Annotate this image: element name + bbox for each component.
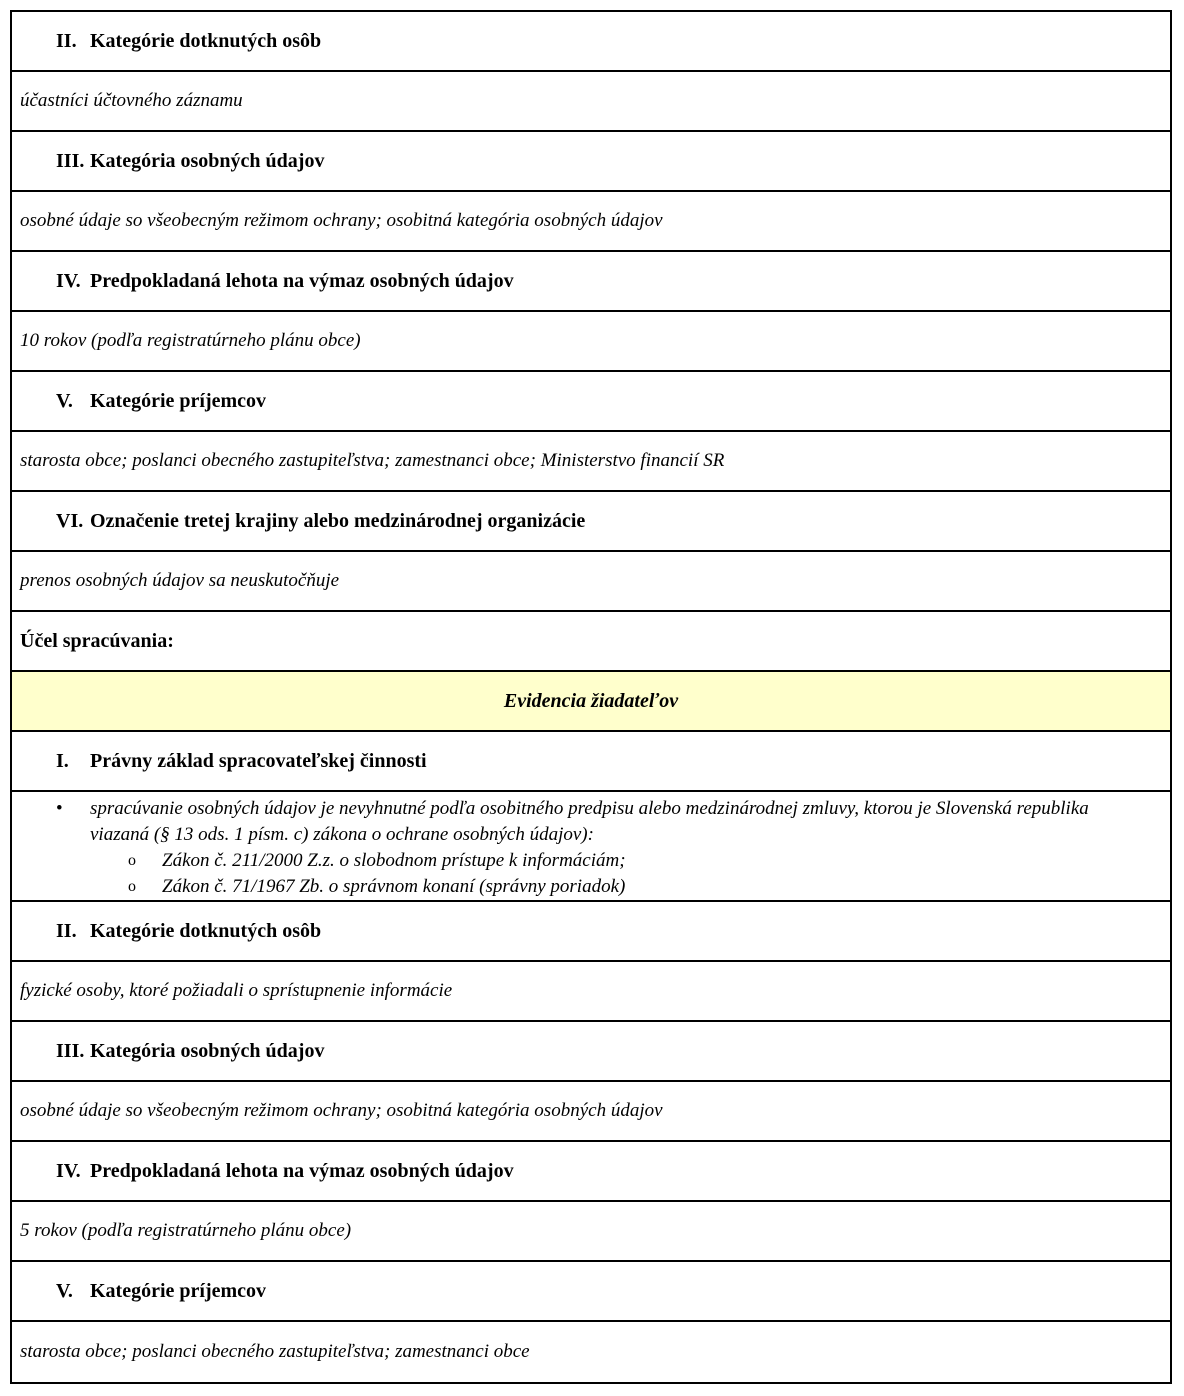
section-heading-data-category [12,132,1170,192]
section-value: účastníci účtovného záznamu [12,72,1170,132]
section-heading-third-country [12,492,1170,552]
section-value: 10 rokov (podľa registratúrneho plánu obce) [12,312,1170,372]
section-number: II. [56,919,77,942]
section-number: VI. [56,509,84,532]
section-number: III. [56,149,85,172]
section-title: Kategórie príjemcov [90,389,267,412]
processing-record-table [10,10,1172,1384]
section-title: Kategória osobných údajov [90,1039,325,1062]
section-heading-data-category [12,1022,1170,1082]
section-heading-recipients [12,1262,1170,1322]
list-item-text: spracúvanie osobných údajov je nevyhnutné podľa osobitného predpisu alebo medzinárodnej zmluvy, ktorou je Slovenská republika viazaná (§ 13 ods. 1 písm. c) zákona o ochrane osobných údajov): [90,798,1089,845]
section-heading-retention [12,1142,1170,1202]
section-value: osobné údaje so všeobecným režimom ochrany; osobitná kategória osobných údajov [12,192,1170,252]
section-title: Kategórie dotknutých osôb [90,919,322,942]
section-number: V. [56,389,73,412]
section-title: Právny základ spracovateľskej činnosti [90,749,427,772]
section-heading-categories-persons [12,902,1170,962]
sub-list-item-text: Zákon č. 211/2000 Z.z. o slobodnom prístupe k informáciám; [162,850,626,871]
section-value: starosta obce; poslanci obecného zastupiteľstva; zamestnanci obce; Ministerstvo financií SR [12,432,1170,492]
sub-list-item [12,874,1170,900]
circle-bullet-icon: o [128,878,136,895]
section-title: Kategória osobných údajov [90,149,325,172]
section-title: Kategórie príjemcov [90,1279,267,1302]
section-title: Predpokladaná lehota na výmaz osobných údajov [90,1159,514,1182]
section-number: IV. [56,269,81,292]
legal-basis-list [12,792,1170,902]
section-title: Predpokladaná lehota na výmaz osobných údajov [90,269,514,292]
section-number: II. [56,29,77,52]
section-number: III. [56,1039,85,1062]
section-title: Kategórie dotknutých osôb [90,29,322,52]
section-value: prenos osobných údajov sa neuskutočňuje [12,552,1170,612]
section-heading-legal-basis [12,732,1170,792]
section-value: fyzické osoby, ktoré požiadali o sprístupnenie informácie [12,962,1170,1022]
section-heading-recipients [12,372,1170,432]
section-heading-categories-persons [12,12,1170,72]
purpose-title: Evidencia žiadateľov [12,672,1170,732]
section-number: I. [56,749,69,772]
list-item [12,796,1170,848]
sub-list-item-text: Zákon č. 71/1967 Zb. o správnom konaní (správny poriadok) [162,876,626,897]
section-heading-retention [12,252,1170,312]
section-value: 5 rokov (podľa registratúrneho plánu obce) [12,1202,1170,1262]
section-value: osobné údaje so všeobecným režimom ochrany; osobitná kategória osobných údajov [12,1082,1170,1142]
section-number: IV. [56,1159,81,1182]
section-number: V. [56,1279,73,1302]
section-title: Označenie tretej krajiny alebo medzinárodnej organizácie [90,509,586,532]
purpose-label: Účel spracúvania: [12,612,1170,672]
section-value: starosta obce; poslanci obecného zastupiteľstva; zamestnanci obce [20,1341,530,1362]
bullet-icon: • [56,798,63,819]
circle-bullet-icon: o [128,852,136,869]
sub-list-item [12,848,1170,874]
